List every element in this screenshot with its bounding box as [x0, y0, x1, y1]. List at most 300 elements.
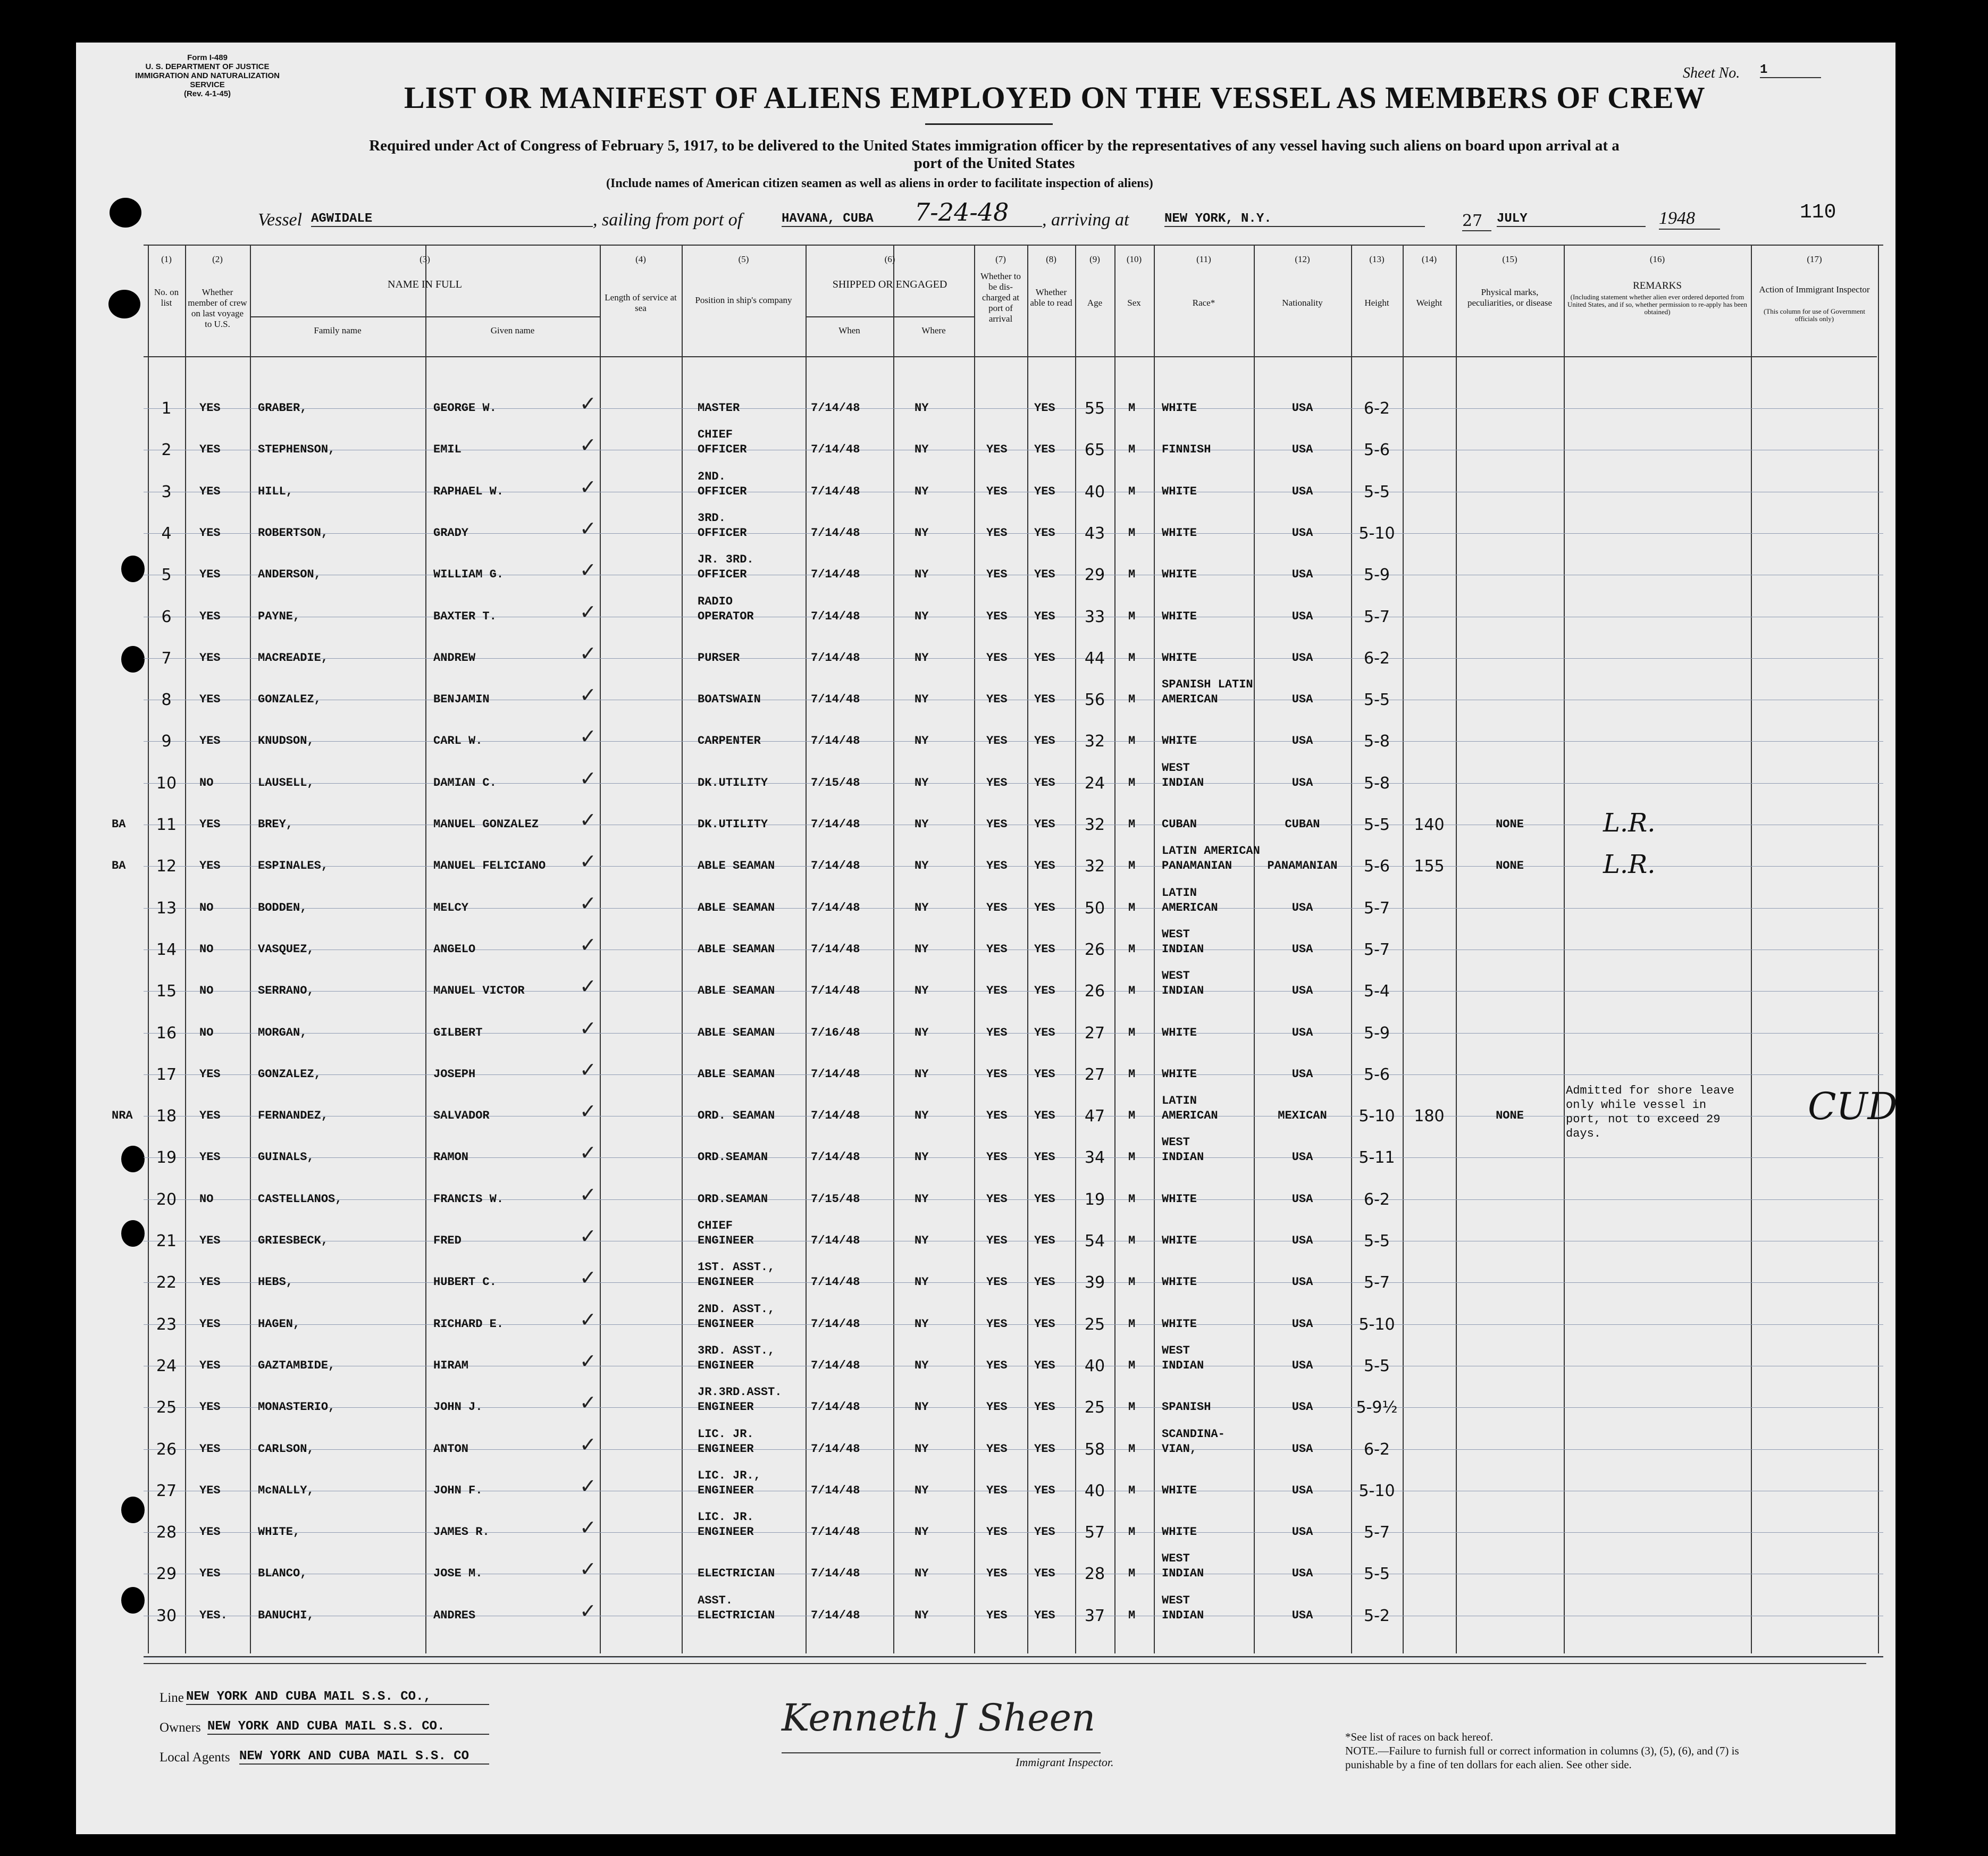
requirement-note: Required under Act of Congress of February 5, 1917, to be delivered to the United States immigration officer by the representatives of any vessel having such aliens on board upon arrival at a port of the United States: [369, 137, 1620, 172]
age: 33: [1084, 607, 1105, 626]
row-number: 20: [156, 1190, 177, 1209]
race: PANAMANIAN: [1162, 859, 1232, 873]
column-number: (10): [1126, 254, 1142, 264]
able-to-read: YES: [1034, 1234, 1055, 1247]
row-number: 12: [156, 857, 177, 876]
column-header: Whether member of crew on last voyage to U.S.: [188, 287, 247, 329]
row-number: 1: [161, 399, 172, 418]
given-name: DAMIAN C.: [433, 776, 497, 790]
column-header: Height: [1364, 298, 1389, 308]
column-header: NAME IN FULL: [388, 279, 462, 290]
height: 5-10: [1358, 1481, 1395, 1500]
nationality: USA: [1291, 1026, 1313, 1039]
race-line1: SCANDINA-: [1162, 1427, 1225, 1441]
height: 5-7: [1364, 1523, 1390, 1542]
discharged: YES: [986, 984, 1008, 998]
arriving-label: , arriving at: [1042, 210, 1129, 230]
page-title: LIST OR MANIFEST OF ALIENS EMPLOYED ON THE VESSEL AS MEMBERS OF CREW: [404, 80, 1706, 115]
vessel-name: AGWIDALE: [311, 212, 593, 227]
discharged: YES: [986, 443, 1008, 457]
nationality: USA: [1291, 1442, 1313, 1456]
column-number: (5): [738, 254, 749, 264]
sex: M: [1128, 818, 1136, 831]
age: 40: [1084, 1481, 1105, 1500]
shipped-when: 7/14/48: [811, 1442, 860, 1456]
race: VIAN,: [1162, 1442, 1197, 1456]
nationality: MEXICAN: [1278, 1109, 1327, 1123]
checkmark-icon: ✓: [580, 1182, 597, 1206]
given-name: MANUEL FELICIANO: [433, 859, 546, 873]
height: 5-5: [1364, 482, 1390, 501]
column-header: Whether able to read: [1030, 287, 1072, 308]
shipped-when: 7/14/48: [811, 1150, 860, 1164]
position: ELECTRICIAN: [698, 1608, 775, 1622]
discharged: YES: [986, 1026, 1008, 1039]
remark-lr-12: L.R.: [1603, 850, 1656, 879]
able-to-read: YES: [1034, 1109, 1055, 1123]
sex: M: [1128, 776, 1136, 790]
nationality: USA: [1291, 1525, 1313, 1539]
height: 5-5: [1364, 816, 1390, 834]
row-number: 25: [156, 1398, 177, 1417]
race: CUBAN: [1162, 818, 1197, 831]
age: 27: [1084, 1065, 1105, 1084]
punch-hole: [121, 556, 145, 582]
family-name: FERNANDEZ,: [258, 1109, 329, 1123]
checkmark-icon: ✓: [580, 475, 597, 499]
sex: M: [1128, 1192, 1136, 1206]
sex: M: [1128, 651, 1136, 665]
checkmark-icon: ✓: [580, 1099, 597, 1123]
shipped-when: 7/14/48: [811, 443, 860, 457]
shipped-where: NY: [915, 693, 929, 707]
family-name: GONZALEZ,: [258, 693, 321, 707]
arrival-day: 27: [1462, 212, 1491, 231]
race-line1: WEST: [1162, 1593, 1190, 1607]
discharged: YES: [986, 1567, 1008, 1581]
able-to-read: YES: [1034, 901, 1055, 914]
shipped-where: NY: [915, 401, 929, 415]
able-to-read: YES: [1034, 443, 1055, 457]
discharged: YES: [986, 651, 1008, 665]
sex: M: [1128, 1067, 1136, 1081]
position-line1: 3RD. ASST.,: [698, 1343, 775, 1357]
last-voyage: NO: [199, 1026, 214, 1039]
table-row: [148, 594, 1878, 635]
punch-hole: [121, 1220, 145, 1247]
family-name: VASQUEZ,: [258, 942, 314, 956]
row-number: 13: [156, 898, 177, 918]
given-name: ANGELO: [433, 942, 476, 956]
given-name: GILBERT: [433, 1026, 483, 1039]
height: 5-8: [1364, 732, 1390, 751]
family-name: KNUDSON,: [258, 734, 314, 748]
arrival-year: 1948: [1659, 208, 1720, 230]
last-voyage: YES: [199, 609, 221, 623]
height: 6-2: [1364, 649, 1390, 668]
row-rule: [144, 1657, 1883, 1658]
column-number: (17): [1807, 254, 1822, 264]
family-name: GONZALEZ,: [258, 1067, 321, 1081]
column-header: Age: [1087, 298, 1103, 308]
race-line1: WEST: [1162, 1136, 1190, 1149]
sex: M: [1128, 901, 1136, 914]
age: 32: [1084, 857, 1105, 876]
row-number: 7: [161, 649, 172, 668]
table-row: [148, 1468, 1878, 1509]
last-voyage: NO: [199, 984, 214, 998]
shipped-where: NY: [915, 1525, 929, 1539]
column-header: Sex: [1127, 298, 1141, 308]
punch-hole: [121, 646, 145, 673]
family-name: BREY,: [258, 818, 293, 831]
row-number: 29: [156, 1565, 177, 1584]
last-voyage: YES: [199, 1275, 221, 1289]
shipped-where: NY: [915, 609, 929, 623]
position: ENGINEER: [698, 1525, 754, 1539]
race: INDIAN: [1162, 1608, 1204, 1622]
last-voyage: YES: [199, 1525, 221, 1539]
column-header: Length of service at sea: [605, 292, 677, 313]
shipped-where: NY: [915, 1400, 929, 1414]
family-name: LAUSELL,: [258, 776, 314, 790]
checkmark-icon: ✓: [580, 1016, 597, 1040]
table-row: [148, 1218, 1878, 1259]
given-name: RICHARD E.: [433, 1317, 504, 1331]
punch-hole: [121, 1497, 145, 1523]
race: INDIAN: [1162, 1358, 1204, 1372]
margin-code: NRA: [112, 1109, 133, 1123]
given-name: RAMON: [433, 1150, 469, 1164]
checkmark-icon: ✓: [580, 1266, 597, 1290]
form-rev: (Rev. 4-1-45): [183, 89, 231, 98]
shipped-when: 7/14/48: [811, 568, 860, 582]
vessel-label: Vessel: [258, 210, 303, 230]
shipped-when: 7/14/48: [811, 1317, 860, 1331]
shipped-when: 7/14/48: [811, 609, 860, 623]
race: WHITE: [1162, 651, 1197, 665]
row-number: 17: [156, 1065, 177, 1084]
punch-hole: [121, 1587, 145, 1614]
height: 5-5: [1364, 691, 1390, 710]
table-row: [148, 1551, 1878, 1592]
able-to-read: YES: [1034, 1150, 1055, 1164]
sex: M: [1128, 609, 1136, 623]
race-line1: LATIN: [1162, 886, 1197, 900]
column-header: Action of Immigrant Inspector: [1759, 284, 1870, 295]
discharged: YES: [986, 1150, 1008, 1164]
shipped-where: NY: [915, 1317, 929, 1331]
agents-value: NEW YORK AND CUBA MAIL S.S. CO: [239, 1749, 489, 1765]
nationality: USA: [1291, 1483, 1313, 1497]
shipped-where: NY: [915, 859, 929, 873]
last-voyage: YES: [199, 484, 221, 498]
table-row: [148, 927, 1878, 968]
sex: M: [1128, 1109, 1136, 1123]
last-voyage: YES: [199, 693, 221, 707]
line-label: Line: [160, 1691, 184, 1705]
age: 25: [1084, 1398, 1105, 1417]
position-line1: 3RD.: [698, 511, 726, 525]
race: AMERICAN: [1162, 901, 1218, 914]
height: 5-10: [1358, 524, 1395, 543]
checkmark-icon: ✓: [580, 683, 597, 707]
given-name: HIRAM: [433, 1358, 469, 1372]
discharged: YES: [986, 526, 1008, 540]
column-header: Whether to be dis-charged at port of arrival: [980, 271, 1021, 324]
position: MASTER: [698, 401, 740, 415]
punch-hole: [121, 1146, 145, 1172]
row-number: 30: [156, 1606, 177, 1625]
column-number: (16): [1649, 254, 1665, 264]
able-to-read: YES: [1034, 1026, 1055, 1039]
punch-hole: [108, 290, 140, 318]
shipped-where: NY: [915, 1608, 929, 1622]
sex: M: [1128, 859, 1136, 873]
row-number: 8: [161, 691, 172, 710]
last-voyage: YES: [199, 1442, 221, 1456]
remark-lr-11: L.R.: [1603, 808, 1656, 838]
shipped-when: 7/14/48: [811, 526, 860, 540]
table-row: [148, 385, 1878, 427]
table-row: [148, 1177, 1878, 1218]
age: 50: [1084, 898, 1105, 918]
nationality: USA: [1291, 1317, 1313, 1331]
discharged: YES: [986, 1400, 1008, 1414]
family-name: STEPHENSON,: [258, 443, 335, 457]
footer-rule: [144, 1663, 1866, 1664]
position-line1: ASST.: [698, 1593, 733, 1607]
race: WHITE: [1162, 1234, 1197, 1247]
column-number: (12): [1295, 254, 1310, 264]
nationality: USA: [1291, 693, 1313, 707]
race: WHITE: [1162, 401, 1197, 415]
age: 47: [1084, 1107, 1105, 1126]
departure-port: HAVANA, CUBA: [782, 212, 1042, 227]
race: INDIAN: [1162, 942, 1204, 956]
margin-code: BA: [112, 818, 126, 831]
position: ABLE SEAMAN: [698, 1026, 775, 1039]
race: FINNISH: [1162, 443, 1211, 457]
row-number: 10: [156, 774, 177, 793]
race-line1: WEST: [1162, 761, 1190, 775]
last-voyage: YES: [199, 443, 221, 457]
position-line1: LIC. JR.,: [698, 1468, 761, 1482]
family-name: McNALLY,: [258, 1483, 314, 1497]
position: BOATSWAIN: [698, 693, 761, 707]
race: WHITE: [1162, 734, 1197, 748]
discharged: YES: [986, 1109, 1008, 1123]
family-name: MACREADIE,: [258, 651, 329, 665]
last-voyage: NO: [199, 1192, 214, 1206]
shipped-where: NY: [915, 443, 929, 457]
arrival-month: JULY: [1497, 212, 1646, 227]
checkmark-icon: ✓: [580, 933, 597, 956]
shipped-when: 7/14/48: [811, 818, 860, 831]
shipped-when: 7/14/48: [811, 984, 860, 998]
signature-rule: [782, 1752, 1101, 1753]
shipped-when: 7/15/48: [811, 1192, 860, 1206]
owners-label: Owners: [160, 1720, 201, 1735]
family-name: BODDEN,: [258, 901, 307, 914]
height: 6-2: [1364, 1190, 1390, 1209]
given-name: MANUEL VICTOR: [433, 984, 525, 998]
sex: M: [1128, 1234, 1136, 1247]
age: 65: [1084, 441, 1105, 460]
nationality: USA: [1291, 734, 1313, 748]
height: 5-6: [1364, 857, 1390, 876]
height: 5-10: [1358, 1107, 1395, 1126]
family-name: BANUCHI,: [258, 1608, 314, 1622]
family-name: HILL,: [258, 484, 293, 498]
age: 54: [1084, 1232, 1105, 1250]
age: 28: [1084, 1565, 1105, 1584]
able-to-read: YES: [1034, 734, 1055, 748]
given-name: HUBERT C.: [433, 1275, 497, 1289]
column-number: (13): [1369, 254, 1385, 264]
height: 5-2: [1364, 1606, 1390, 1625]
race-line1: WEST: [1162, 1343, 1190, 1357]
position: OFFICER: [698, 568, 747, 582]
given-name: JAMES R.: [433, 1525, 490, 1539]
age: 27: [1084, 1023, 1105, 1043]
sex: M: [1128, 526, 1136, 540]
shipped-where: NY: [915, 484, 929, 498]
age: 26: [1084, 982, 1105, 1001]
table-row: [148, 1135, 1878, 1176]
race: AMERICAN: [1162, 1109, 1218, 1123]
given-name: MANUEL GONZALEZ: [433, 818, 539, 831]
height: 5-5: [1364, 1565, 1390, 1584]
race: SPANISH: [1162, 1400, 1211, 1414]
age: 43: [1084, 524, 1105, 543]
row-number: 4: [161, 524, 172, 543]
weight: 155: [1414, 857, 1445, 876]
height: 5-7: [1364, 898, 1390, 918]
table-row: [148, 1259, 1878, 1301]
nationality: USA: [1291, 1358, 1313, 1372]
column-number: (2): [212, 254, 223, 264]
nationality: USA: [1291, 984, 1313, 998]
position: DK.UTILITY: [698, 776, 768, 790]
shipped-when: 7/14/48: [811, 1358, 860, 1372]
nationality: USA: [1291, 1234, 1313, 1247]
age: 32: [1084, 816, 1105, 834]
family-name: SERRANO,: [258, 984, 314, 998]
table-row: [148, 427, 1878, 468]
height: 5-10: [1358, 1315, 1395, 1334]
position: ENGINEER: [698, 1234, 754, 1247]
last-voyage: YES: [199, 818, 221, 831]
sex: M: [1128, 1525, 1136, 1539]
shipped-when: 7/14/48: [811, 651, 860, 665]
race: WHITE: [1162, 1275, 1197, 1289]
position: ENGINEER: [698, 1442, 754, 1456]
discharged: YES: [986, 1525, 1008, 1539]
shipped-where: NY: [915, 526, 929, 540]
form-dept: U. S. DEPARTMENT OF JUSTICE: [145, 62, 270, 71]
able-to-read: YES: [1034, 776, 1055, 790]
physical-marks: NONE: [1496, 818, 1524, 831]
family-name: GUINALS,: [258, 1150, 314, 1164]
sex: M: [1128, 1275, 1136, 1289]
last-voyage: YES: [199, 1400, 221, 1414]
age: 24: [1084, 774, 1105, 793]
race: INDIAN: [1162, 984, 1204, 998]
last-voyage: YES: [199, 401, 221, 415]
sex: M: [1128, 1358, 1136, 1372]
height: 5-9: [1364, 1023, 1390, 1043]
position-line1: JR. 3RD.: [698, 553, 754, 567]
nationality: USA: [1291, 901, 1313, 914]
sex: M: [1128, 1567, 1136, 1581]
age: 19: [1084, 1190, 1105, 1209]
position-line1: LIC. JR.: [698, 1427, 754, 1441]
table-row: [148, 1010, 1878, 1052]
family-name: GAZTAMBIDE,: [258, 1358, 335, 1372]
discharged: YES: [986, 609, 1008, 623]
row-number: 28: [156, 1523, 177, 1542]
row-number: 11: [156, 816, 177, 834]
column-header: No. on list: [154, 287, 179, 308]
age: 25: [1084, 1315, 1105, 1334]
height: 5-5: [1364, 1356, 1390, 1375]
checkmark-icon: ✓: [580, 600, 597, 624]
position-line1: 2ND. ASST.,: [698, 1302, 775, 1316]
sex: M: [1128, 484, 1136, 498]
sex: M: [1128, 734, 1136, 748]
discharged: YES: [986, 776, 1008, 790]
title-rule: [925, 123, 1053, 125]
shipped-where: NY: [915, 1358, 929, 1372]
column-subheader: Family name: [314, 325, 362, 335]
family-name: ANDERSON,: [258, 568, 321, 582]
able-to-read: YES: [1034, 651, 1055, 665]
given-name: SALVADOR: [433, 1109, 490, 1123]
position: ENGINEER: [698, 1483, 754, 1497]
family-name: BLANCO,: [258, 1567, 307, 1581]
shipped-when: 7/14/48: [811, 942, 860, 956]
position: ABLE SEAMAN: [698, 942, 775, 956]
discharged: YES: [986, 942, 1008, 956]
shipped-where: NY: [915, 1275, 929, 1289]
position-line1: LIC. JR.: [698, 1510, 754, 1524]
nationality: USA: [1291, 651, 1313, 665]
row-number: 5: [161, 566, 172, 585]
last-voyage: YES: [199, 1109, 221, 1123]
able-to-read: YES: [1034, 1067, 1055, 1081]
family-name: WHITE,: [258, 1525, 300, 1539]
given-name: FRED: [433, 1234, 462, 1247]
shipped-when: 7/16/48: [811, 1026, 860, 1039]
family-name: GRABER,: [258, 401, 307, 415]
column-number: (14): [1421, 254, 1437, 264]
table-row: [148, 1301, 1878, 1343]
able-to-read: YES: [1034, 1442, 1055, 1456]
shipped-when: 7/14/48: [811, 1400, 860, 1414]
given-name: CARL W.: [433, 734, 483, 748]
penalty-note: NOTE.—Failure to furnish full or correct information in columns (3), (5), (6), and (7) is punishable by a fine of ten dollars for each alien. See other side.: [1345, 1744, 1739, 1771]
sex: M: [1128, 568, 1136, 582]
race: WHITE: [1162, 1192, 1197, 1206]
given-name: JOSEPH: [433, 1067, 476, 1081]
able-to-read: YES: [1034, 984, 1055, 998]
form-id-block: [122, 53, 292, 98]
checkmark-icon: ✓: [580, 558, 597, 582]
height: 5-9: [1364, 566, 1390, 585]
table-row: [148, 635, 1878, 677]
able-to-read: YES: [1034, 526, 1055, 540]
